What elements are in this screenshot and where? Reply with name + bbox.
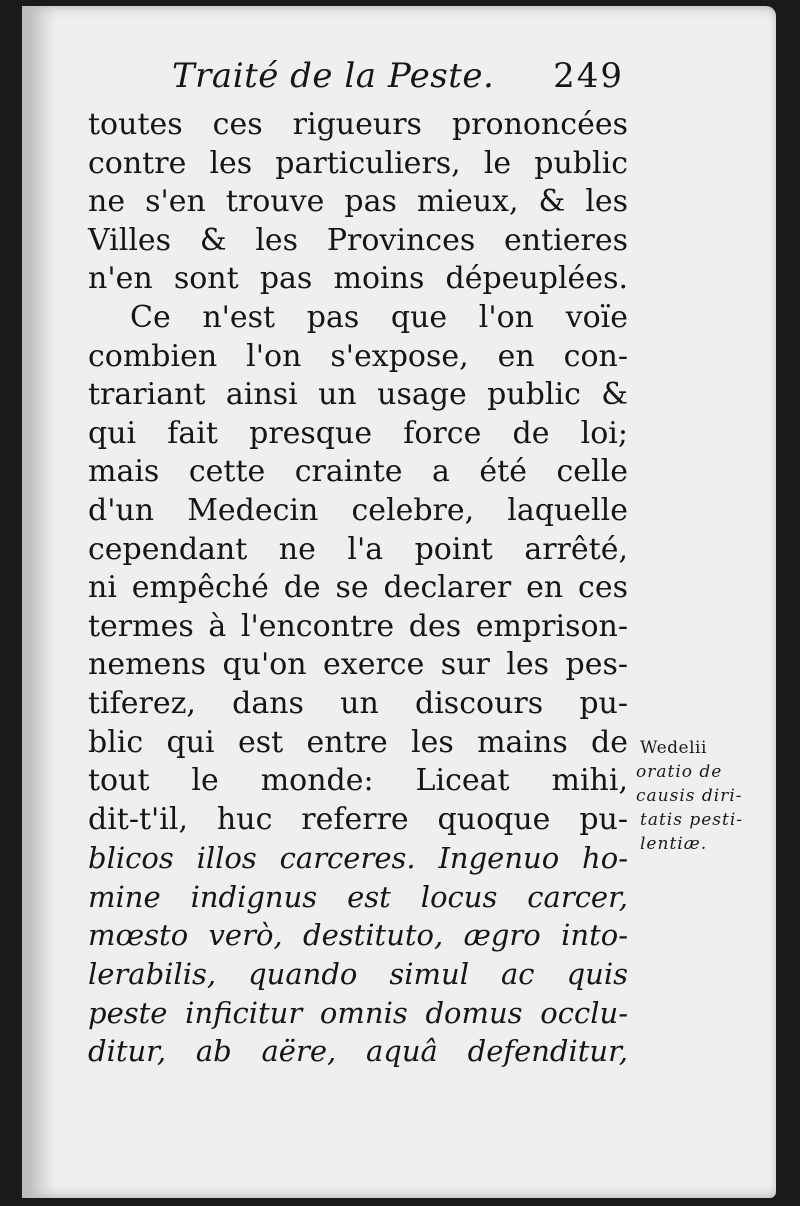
margin-note — [636, 736, 786, 856]
running-title: Traité de la Peste. — [172, 56, 495, 96]
margin-note-line: Wedelii — [640, 738, 707, 758]
text-line-latin: blicos illos carceres. Ingenuo ho- — [88, 841, 628, 876]
text-line: Villes & les Provinces entieres — [88, 222, 628, 258]
text-line: d'un Medecin celebre, laquelle — [88, 492, 628, 528]
text-line-latin: ditur, ab aëre, aquâ defenditur, — [88, 1034, 628, 1069]
page-gutter-shadow — [22, 6, 56, 1198]
text-line: contre les particuliers, le public — [88, 145, 628, 181]
margin-note-line: lentiæ. — [640, 834, 708, 854]
running-head — [172, 56, 632, 104]
text-line: cependant ne l'a point arrêté, — [88, 531, 628, 567]
margin-note-line: tatis pesti- — [640, 810, 744, 830]
text-line: termes à l'encontre des emprison- — [88, 608, 628, 644]
text-line: tout le monde: Liceat mihi, — [88, 763, 628, 799]
text-line-latin: mœsto verò, destituto, ægro into- — [88, 918, 628, 953]
text-line: nemens qu'on exerce sur les pes- — [88, 647, 628, 683]
text-line: qui fait presque force de loi; — [88, 415, 628, 451]
text-line: n'en sont pas moins dépeuplées. — [88, 261, 628, 297]
text-line: mais cette crainte a été celle — [88, 454, 628, 490]
book-page — [22, 6, 776, 1198]
body-text — [88, 106, 628, 1071]
text-line: ni empêché de se declarer en ces — [88, 570, 628, 606]
text-line: toutes ces rigueurs prononcées — [88, 107, 628, 142]
text-line: blic qui est entre les mains de — [88, 724, 628, 760]
text-line-latin: lerabilis, quando simul ac quis — [88, 957, 628, 992]
text-line: Ce n'est pas que l'on voïe — [130, 299, 628, 335]
text-line: ne s'en trouve pas mieux, & les — [88, 184, 628, 220]
page-number: 249 — [553, 56, 624, 96]
text-line: tiferez, dans un discours pu- — [88, 685, 628, 721]
text-line: dit-t'il, huc referre quoque pu- — [88, 801, 628, 837]
text-line-latin: mine indignus est locus carcer, — [88, 879, 628, 914]
margin-note-line: causis diri- — [636, 786, 743, 806]
text-line: trariant ainsi un usage public & — [88, 377, 628, 413]
margin-note-line: oratio de — [636, 762, 723, 782]
text-line-latin: peste inficitur omnis domus occlu- — [88, 995, 628, 1030]
text-line: combien l'on s'expose, en con- — [88, 338, 628, 374]
